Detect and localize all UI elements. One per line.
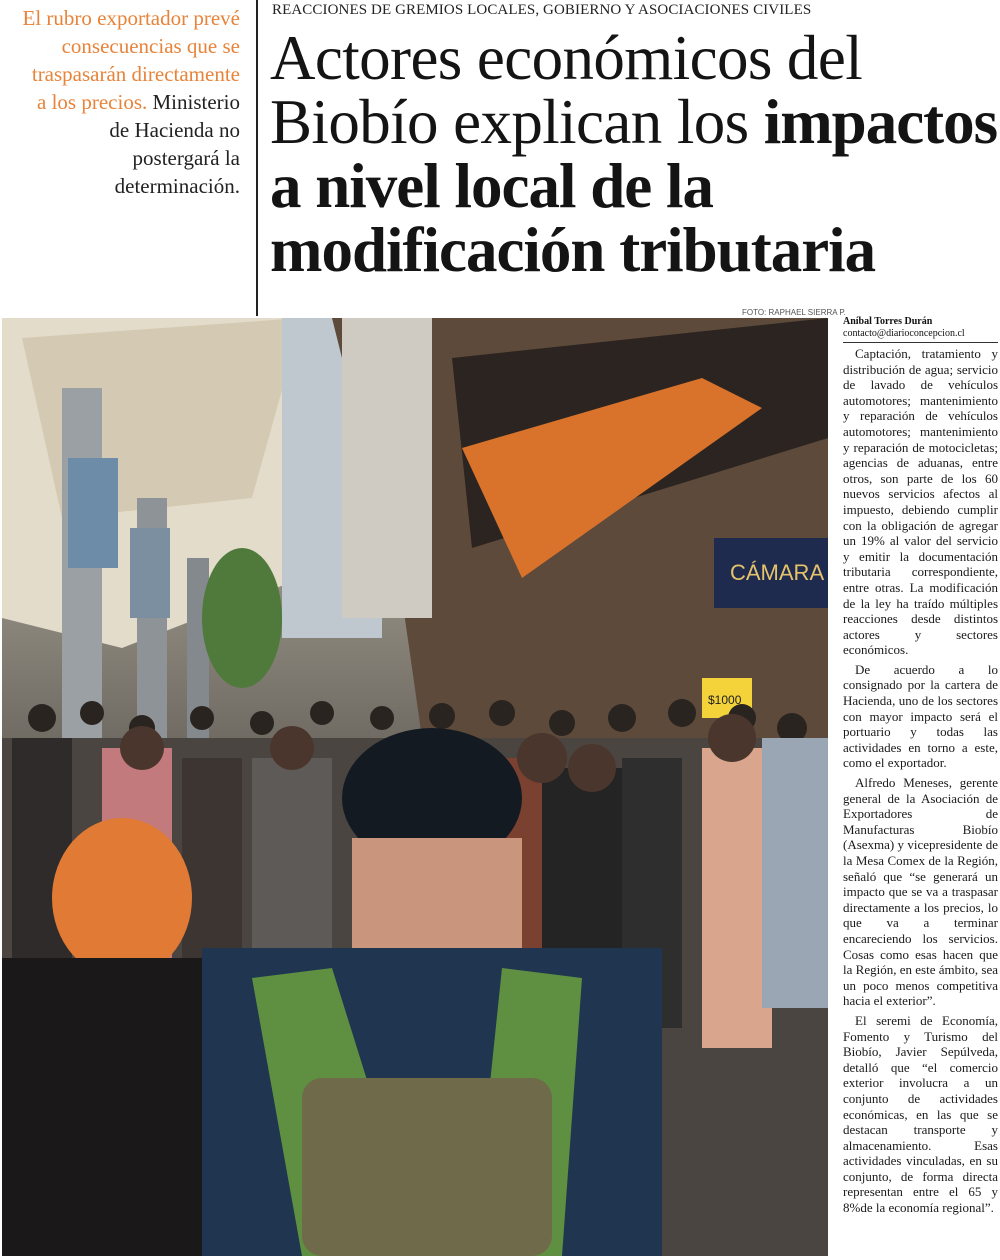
article-paragraph: Alfredo Meneses, gerente general de la Asociación de Exportadores de Manufacturas Biobío (Asexma) y vicepresidente de la Mesa Comex de la Región, señaló que “se generará un impacto que se va a traspasar directamente a los precios, lo que va a terminar encareciendo los servicios. Cosas como esas hacen que la Región, en este ámbito, sea un poco menos competitiva hacia el exterior”. (843, 775, 998, 1009)
headline-light: Actores económicos del Biobío explican los (270, 23, 863, 157)
headline (270, 23, 998, 285)
headline-bold: impactos a nivel local de la modificación tributaria (270, 87, 998, 285)
byline (843, 316, 998, 340)
author-email[interactable]: contacto@diarioconcepcion.cl (843, 328, 965, 339)
vertical-divider (256, 0, 258, 316)
sign-price: $1000 (708, 693, 742, 707)
kicker: REACCIONES DE GREMIOS LOCALES, GOBIERNO Y ASOCIACIONES CIVILES (272, 2, 812, 18)
article-paragraph: Captación, tratamiento y distribución de agua; servicio de lavado de vehículos automotores; mantenimiento y reparación de vehículos automotores; mantenimiento y reparación de motocicletas; agencias de aduanas, entre otros, son parte de los 60 nuevos servicios afectos al impuesto, debiendo cumplir con la obligación de agregar un 19% al valor del servicio y emitir la documentación tributaria correspondiente, entre otras. La modificación de la ley ha traído múltiples reacciones desde distintos actores y sectores económicos. (843, 346, 998, 658)
summary-rest: Ministerio de Hacienda no postergará la determinación. (109, 90, 240, 198)
summary-highlight: El rubro exportador prevé consecuencias que se traspasarán directamente a los precios. (22, 6, 240, 114)
byline-divider (843, 342, 998, 343)
sign-camara: CÁMARA (730, 560, 825, 585)
author-name: Aníbal Torres Durán (843, 316, 933, 327)
photo-illustration (2, 318, 828, 1256)
article-paragraph: El seremi de Economía, Fomento y Turismo del Biobío, Javier Sepúlveda, detalló que “el comercio exterior involucra a un conjunto de actividades económicas, en las que se destacan transporte y almacenamiento. Esas actividades vinculadas, en su conjunto, de forma directa representan entre el 65 y 8%de la economía regional”. (843, 1012, 998, 1216)
photo-credit: FOTO: RAPHAEL SIERRA P. (742, 308, 846, 317)
street-crowd-photo (2, 318, 828, 1256)
article-paragraph: De acuerdo a lo consignado por la cartera de Hacienda, uno de los sectores con mayor impacto será el portuario y todas las actividades en torno a este, como el exportador. (843, 661, 998, 771)
article-body (843, 346, 998, 1220)
summary-deck (20, 4, 240, 200)
